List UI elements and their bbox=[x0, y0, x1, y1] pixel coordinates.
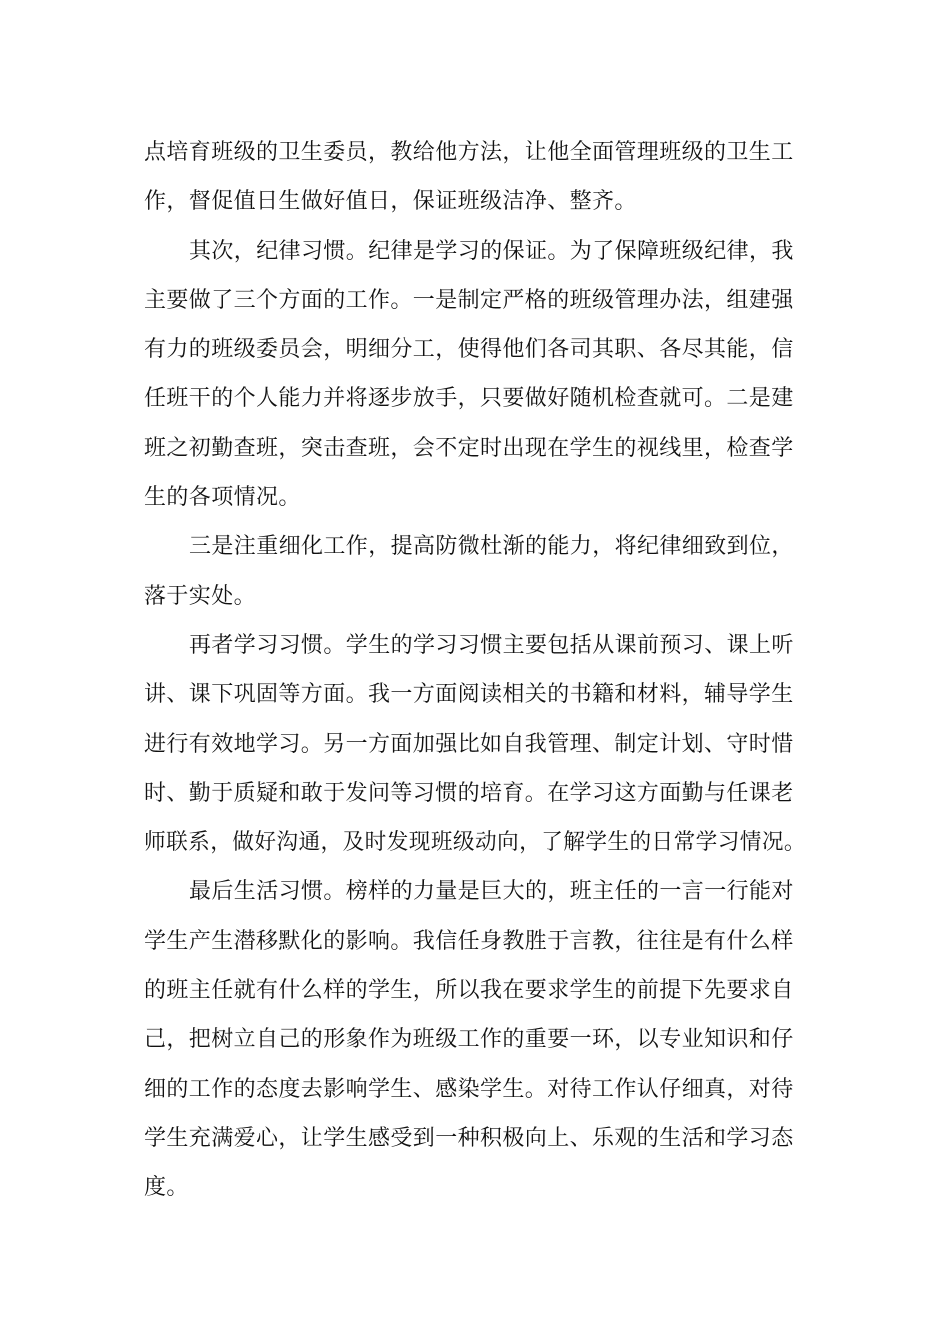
text-line: 班之初勤查班，突击查班，会不定时出现在学生的视线里，检查学 bbox=[144, 435, 794, 461]
text-line: 主要做了三个方面的工作。一是制定严格的班级管理办法，组建强 bbox=[144, 287, 794, 313]
document-body bbox=[144, 128, 806, 1213]
text-line: 落于实处。 bbox=[144, 583, 257, 609]
text-line: 生的各项情况。 bbox=[144, 485, 301, 511]
text-line: 度。 bbox=[144, 1175, 189, 1201]
text-line: 己，把树立自己的形象作为班级工作的重要一环，以专业知识和仔 bbox=[144, 1027, 794, 1053]
text-line: 进行有效地学习。另一方面加强比如自我管理、制定计划、守时惜 bbox=[144, 731, 794, 757]
text-line: 三是注重细化工作，提高防微杜渐的能力，将纪律细致到位， bbox=[189, 534, 794, 560]
text-line: 细的工作的态度去影响学生、感染学生。对待工作认仔细真，对待 bbox=[144, 1076, 794, 1102]
text-line: 作，督促值日生做好值日，保证班级洁净、整齐。 bbox=[144, 189, 637, 215]
text-line: 再者学习习惯。学生的学习习惯主要包括从课前预习、课上听 bbox=[189, 632, 794, 658]
text-line: 最后生活习惯。榜样的力量是巨大的，班主任的一言一行能对 bbox=[189, 879, 794, 905]
text-line: 的班主任就有什么样的学生，所以我在要求学生的前提下先要求自 bbox=[144, 978, 794, 1004]
text-line: 讲、课下巩固等方面。我一方面阅读相关的书籍和材料，辅导学生 bbox=[144, 682, 794, 708]
text-line: 学生充满爱心，让学生感受到一种积极向上、乐观的生活和学习态 bbox=[144, 1125, 794, 1151]
text-line: 师联系，做好沟通，及时发现班级动向，了解学生的日常学习情况。 bbox=[144, 830, 806, 856]
text-line: 时、勤于质疑和敢于发问等习惯的培育。在学习这方面勤与任课老 bbox=[144, 780, 794, 806]
text-line: 任班干的个人能力并将逐步放手，只要做好随机检查就可。二是建 bbox=[144, 386, 794, 412]
text-line: 学生产生潜移默化的影响。我信任身教胜于言教，往往是有什么样 bbox=[144, 928, 794, 954]
text-line: 点培育班级的卫生委员，教给他方法，让他全面管理班级的卫生工 bbox=[144, 140, 794, 165]
text-line: 其次，纪律习惯。纪律是学习的保证。为了保障班级纪律，我 bbox=[189, 238, 794, 264]
text-line: 有力的班级委员会，明细分工，使得他们各司其职、各尽其能，信 bbox=[144, 337, 794, 363]
